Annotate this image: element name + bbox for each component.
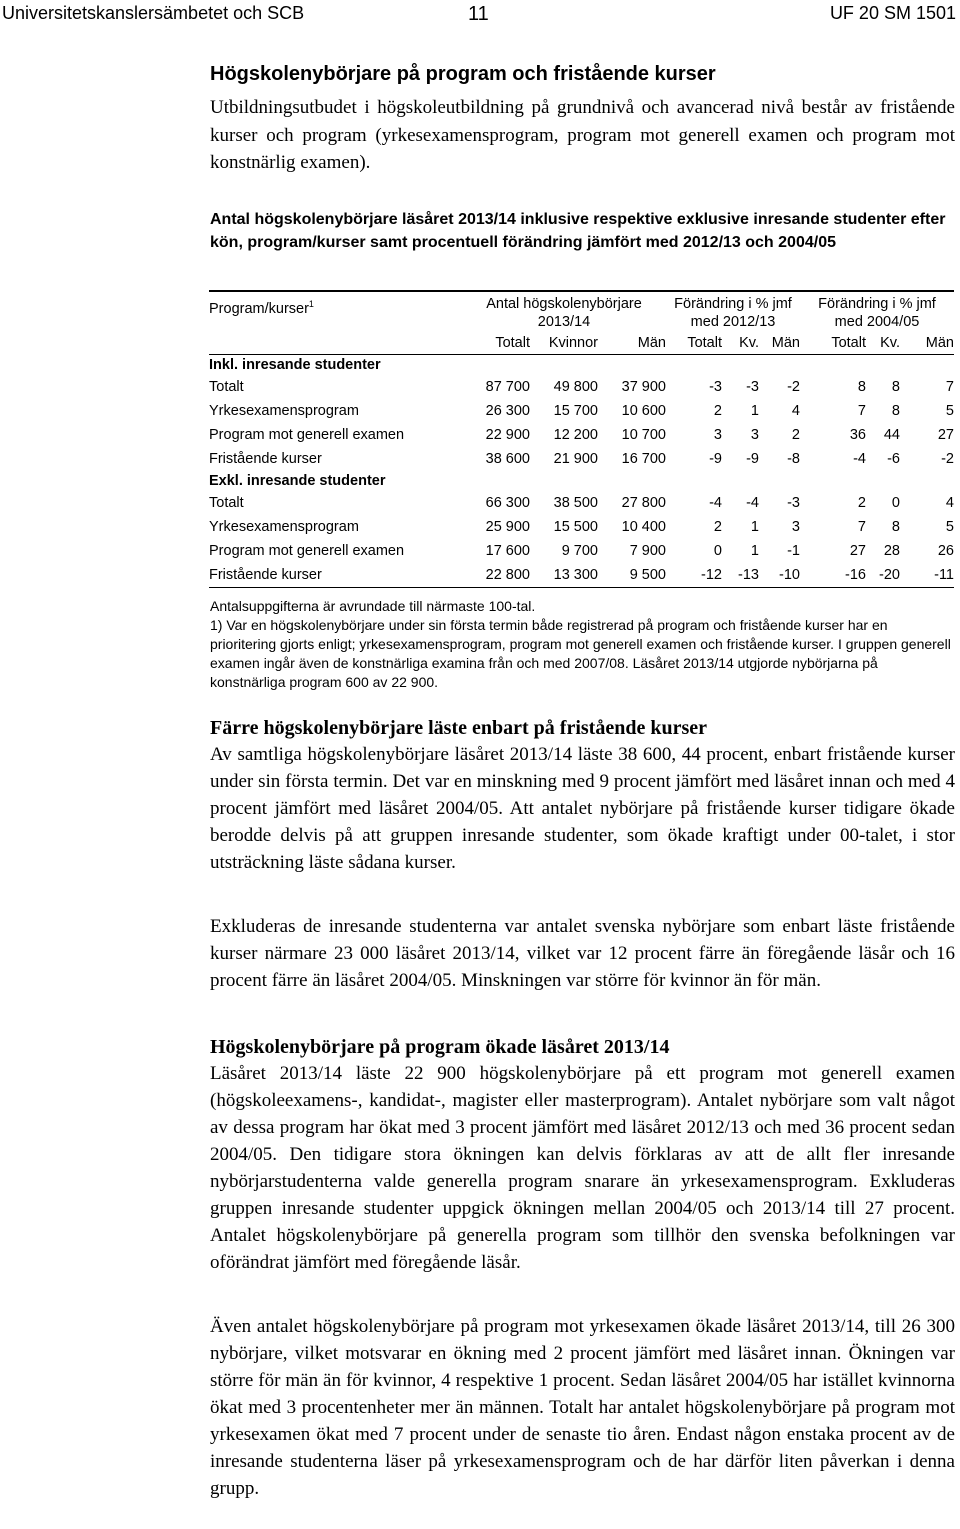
group-label-row — [209, 355, 954, 376]
table-cell: 38 500 — [553, 495, 598, 511]
table-row — [209, 375, 954, 399]
table-cell: 8 — [891, 519, 900, 535]
table-cell: -16 — [800, 563, 866, 588]
sub-header: Män — [759, 331, 800, 355]
sub-header: Totalt — [666, 331, 722, 355]
table-cell: 25 900 — [485, 519, 530, 535]
paragraph: Även antalet högskolenybörjare på program mot yrkesexamen ökade läsåret 2013/14, till 26 300 nybörjare, vilket motsvarar en ökning med 2 procent jämfört med läsåret innan. Ökningen var större för män än för kvinnor, 4 respektive 1 procent. Sedan läsåret 2004/05 har istället kvinnorna ökat med 3 procentenheter mer än männen. Totalt har antalet högskolenybörjare på program mot yrkesexamen ökat med 7 procent under de senaste tio åren. Endast någon enstaka procent av de inresande studenterna läser på yrkesexamensprogram och de har därför liten påverkan i denna grupp. — [210, 1316, 955, 1499]
table-cell: -11 — [900, 563, 954, 588]
table-cell: 17 600 — [485, 543, 530, 559]
table-cell: -10 — [759, 563, 800, 588]
table-cell: 9 700 — [561, 543, 598, 559]
table-cell: 3 — [750, 427, 759, 443]
paragraph: Av samtliga högskolenybörjare läsåret 2013/14 läste 38 600, 44 procent, enbart fristående kurser under sin första termin. Det var en minskning med 9 procent jämfört med läsåret innan och med 4 procent jämfört med läsåret 2004/05. Att antalet nybörjare på fristående kurser tidigare ökade berodde delvis på att gruppen inresande studenter, som ökade kraftigt under 00-talet, i stor utsträckning läste sådana kurser. — [210, 744, 955, 873]
table-cell: -3 — [746, 379, 759, 395]
table-cell: 16 700 — [621, 451, 666, 467]
table-cell: 13 300 — [530, 563, 598, 588]
table-cell: -2 — [787, 379, 800, 395]
sub-header: Kvinnor — [530, 331, 598, 355]
table-cell: 38 600 — [485, 451, 530, 467]
table-cell: 15 700 — [553, 403, 598, 419]
table-cell: 27 — [937, 427, 954, 443]
table-cell: 8 — [891, 403, 900, 419]
table-row — [209, 399, 954, 423]
table-row — [209, 447, 954, 471]
table-cell: 2 — [713, 519, 722, 535]
sub-header: Kv. — [866, 331, 900, 355]
table-cell: 7 — [857, 519, 866, 535]
table-cell: 10 700 — [621, 427, 666, 443]
sub-header: Totalt — [800, 331, 866, 355]
table-cell: 12 200 — [553, 427, 598, 443]
intro-paragraph: Utbildningsutbudet i högskoleutbildning på grundnivå och avancerad nivå består av fristående kurser och program (yrkesexamensprogram, program mot generell examen och program mot konstnärlig examen). — [210, 97, 955, 173]
table-cell: 87 700 — [485, 379, 530, 395]
table-cell: 26 300 — [485, 403, 530, 419]
table-cell: -6 — [887, 451, 900, 467]
subsection-title-programs: Högskolenybörjare på program ökade läsåret 2013/14 — [210, 1036, 670, 1058]
group-label-exkl: Exkl. inresande studenter — [209, 473, 386, 489]
table-cell: 49 800 — [553, 379, 598, 395]
table-cell: -13 — [722, 563, 759, 588]
table-cell: -4 — [746, 495, 759, 511]
col-header-program: Program/kurser$^1$ — [209, 291, 462, 331]
sub-header: Totalt — [462, 331, 530, 355]
table-sub-header — [209, 331, 954, 355]
section-title: Högskolenybörjare på program och fristående kurser — [210, 63, 716, 85]
table-cell: 27 800 — [621, 495, 666, 511]
table-cell: -4 — [709, 495, 722, 511]
table-cell: 15 500 — [553, 519, 598, 535]
row-label: Yrkesexamensprogram — [209, 519, 359, 535]
table-cell: 0 — [891, 495, 900, 511]
table-cell: 1 — [750, 519, 759, 535]
table-cell: -8 — [787, 451, 800, 467]
group-label-row — [209, 471, 954, 491]
col-group-count: Antal högskolenybörjare 2013/14 — [462, 291, 666, 331]
table-row — [209, 515, 954, 539]
table-cell: 3 — [791, 519, 800, 535]
table-section-exkl — [209, 471, 954, 588]
table-cell: -3 — [709, 379, 722, 395]
col-group-change-prev: Förändring i % jmf med 2012/13 — [666, 291, 800, 331]
subsection-title-courses: Färre högskolenybörjare läste enbart på fristående kurser — [210, 717, 707, 739]
table-cell: 28 — [883, 543, 900, 559]
table-row — [209, 563, 954, 588]
table-cell: -20 — [866, 563, 900, 588]
table-cell: 37 900 — [621, 379, 666, 395]
footnote-rounding: Antalsuppgifterna är avrundade till närmaste 100-tal. — [210, 598, 536, 614]
table-cell: 7 900 — [629, 543, 666, 559]
table-cell: 22 900 — [485, 427, 530, 443]
statistics-table — [209, 290, 954, 588]
table-cell: 5 — [945, 519, 954, 535]
table-cell: 9 500 — [598, 563, 666, 588]
table-cell: 26 — [937, 543, 954, 559]
header-organization: Universitetskanslersämbetet och SCB — [2, 3, 305, 23]
table-cell: -2 — [941, 451, 954, 467]
group-label-inkl: Inkl. inresande studenter — [209, 357, 381, 373]
table-cell: -1 — [787, 543, 800, 559]
table-group-header — [209, 291, 954, 331]
table-caption: Antal högskolenybörjare läsåret 2013/14 inklusive respektive exklusive inresande studenter efter kön, program/kurser samt procentuell förändring jämfört med 2012/13 och 2004/05 — [210, 211, 946, 251]
sub-header: Kv. — [722, 331, 759, 355]
table-cell: 8 — [891, 379, 900, 395]
table-cell: 1 — [750, 543, 759, 559]
col-group-change-2004: Förändring i % jmf med 2004/05 — [800, 291, 954, 331]
row-label: Fristående kurser — [209, 563, 462, 588]
table-cell: -9 — [709, 451, 722, 467]
table-cell: 1 — [750, 403, 759, 419]
sub-header: Män — [598, 331, 666, 355]
sub-header: Män — [900, 331, 954, 355]
row-label: Totalt — [209, 379, 244, 395]
table-cell: 7 — [945, 379, 954, 395]
table-cell: 4 — [945, 495, 954, 511]
row-label: Fristående kurser — [209, 451, 322, 467]
table-cell: 21 900 — [553, 451, 598, 467]
table-section-inkl — [209, 355, 954, 472]
table-row — [209, 539, 954, 563]
table-cell: 2 — [857, 495, 866, 511]
table-cell: 3 — [713, 427, 722, 443]
table-cell: 7 — [857, 403, 866, 419]
row-label: Program mot generell examen — [209, 427, 405, 443]
page-header — [0, 0, 960, 30]
table-cell: 10 600 — [621, 403, 666, 419]
table-cell: 10 400 — [621, 519, 666, 535]
table-cell: -9 — [746, 451, 759, 467]
table-cell: 0 — [713, 543, 722, 559]
report-id: UF 20 SM 1501 — [829, 3, 956, 23]
table-row — [209, 423, 954, 447]
table-cell: 2 — [791, 427, 800, 443]
table-cell: -3 — [787, 495, 800, 511]
table-cell: -4 — [853, 451, 866, 467]
table-cell: 2 — [713, 403, 722, 419]
paragraph: Läsåret 2013/14 läste 22 900 högskolenybörjare på ett program mot generell examen (högskoleexamens-, kandidat-, magister eller masterprogram). Antalet nybörjare som valt något av dessa program har ökat med 3 procent jämfört med läsåret 2012/13 och med 36 procent sedan 2004/05. Den tidigare stora ökningen kan delvis förklaras av att de allt fler inresande nybörjarstudenterna valde generella program snarare än yrkesexamensprogram. Exkluderas gruppen inresande studenter uppgick ökningen mellan 2004/05 och 2013/14 till 27 procent. Antalet högskolenybörjare på generella program som tillhör den svenska befolkningen var oförändrat jämfört med föregående läsår. — [210, 1063, 955, 1273]
table-cell: 44 — [883, 427, 900, 443]
table-cell: 4 — [791, 403, 800, 419]
table-cell: 22 800 — [462, 563, 530, 588]
page-number: 11 — [468, 3, 489, 25]
table-row — [209, 491, 954, 515]
table-cell: 8 — [857, 379, 866, 395]
row-label: Totalt — [209, 495, 244, 511]
table-cell: 36 — [849, 427, 866, 443]
table-cell: 27 — [849, 543, 866, 559]
table-cell: 66 300 — [485, 495, 530, 511]
paragraph: Exkluderas de inresande studenterna var antalet svenska nybörjare som enbart läste fristående kurser närmare 23 000 läsåret 2013/14, vilket var 12 procent färre än föregående läsår och 16 procent färre än läsåret 2004/05. Minskningen var större för kvinnor än för män. — [210, 916, 955, 991]
table-footnotes — [210, 597, 955, 692]
table-cell: -12 — [666, 563, 722, 588]
row-label: Yrkesexamensprogram — [209, 403, 359, 419]
table-cell: 5 — [945, 403, 954, 419]
footnote-1: 1) Var en högskolenybörjare under sin första termin både registrerad på program och fristående kurser har en prioritering gjorts enligt; yrkesexamensprogram, program mot generell examen och fristående kurser. I gruppen generell examen ingår även de konstnärliga examina från och med 2007/08. Läsåret 2013/14 utgjorde nybörjarna på konstnärliga program 600 av 22 900. — [210, 617, 951, 690]
row-label: Program mot generell examen — [209, 543, 405, 559]
